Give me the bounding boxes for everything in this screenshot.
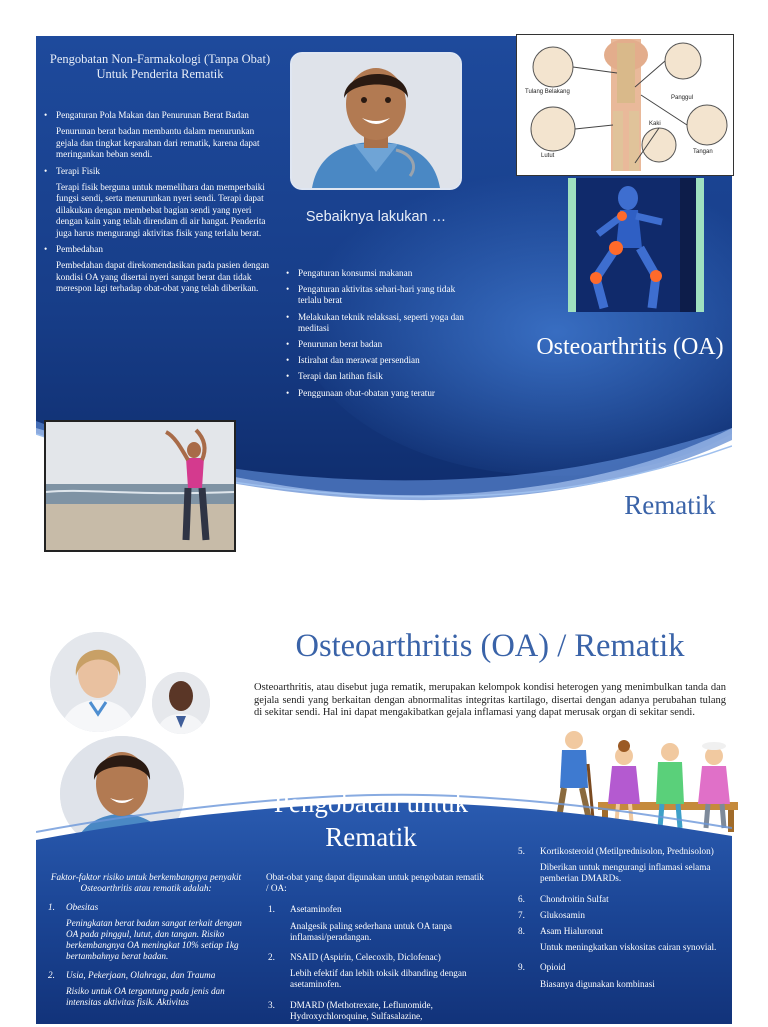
list-item: • Terapi dan latihan fisik <box>284 371 474 382</box>
list-item: • Pengaturan aktivitas sehari-hari yang tidak terlalu berat <box>284 284 474 306</box>
list-item: 8. Asam Hialuronat <box>518 926 604 937</box>
list-item: • Terapi Fisik Terapi fisik berguna untuk memelihara dan memperbaiki fungsi sendi, serta menurunkan nyeri sendi. Terapi dapat dilakukan dengan membebat bagian sendi yang nyeri dengan kain yang telah direndam di air hangat. Penderita juga harus mengurangi aktivitas fisik yang terlalu berat. <box>42 166 274 239</box>
oa-cover-title: Osteoarthritis (OA) <box>536 334 724 360</box>
list-item-desc: Diberikan untuk mengurangi inflamasi selama pemberian DMARDs. <box>540 862 711 884</box>
list-item: 2. NSAID (Aspirin, Celecoxib, Diclofenac) <box>268 952 441 963</box>
label-hand: Tangan <box>693 149 713 155</box>
list-item-desc: Peningkatan berat badan sangat terkait dengan OA pada pinggul, lutut, dan tangan. Risiko berkembangnya OA meningkat 10% setiap 1kg bertambahnya berat badan. <box>66 917 242 962</box>
list-item: • Penggunaan obat-obatan yang teratur <box>284 388 474 399</box>
list-item-desc: Lebih efektif dan lebih toksik dibanding dengan asetaminofen. <box>290 968 467 990</box>
list-item-desc: Analgesik paling sederhana untuk OA tanpa inflamasi/peradangan. <box>290 920 453 942</box>
risk-lead: Faktor-faktor risiko untuk berkembangnya penyakit Osteoarthritis atau rematik adalah: <box>50 872 242 894</box>
list-item: • Pengaturan konsumsi makanan <box>284 268 474 279</box>
inside-title: Osteoarthritis (OA) / Rematik <box>295 628 685 664</box>
list-item: • Pembedahan Pembedahan dapat direkomendasikan pada pasien dengan kondisi OA yang disertai nyeri sangat berat dan tidak merespon lagi terhadap obat-obat yang telah diberikan. <box>42 244 274 295</box>
doctor-photo <box>290 52 462 190</box>
recommend-heading: Sebaiknya lakukan … <box>305 209 447 225</box>
xray-figure-image <box>568 178 704 312</box>
list-item: 2. Usia, Pekerjaan, Olahraga, dan Trauma <box>48 970 216 981</box>
nonpharma-title: Pengobatan Non-Farmakologi (Tanpa Obat) Untuk Penderita Rematik <box>49 52 271 81</box>
risk-factors-column <box>46 872 246 1016</box>
nonpharma-list <box>42 110 274 300</box>
male-doctor-portrait <box>152 672 210 734</box>
label-foot: Kaki <box>649 121 661 127</box>
label-spine: Tulang Belakang <box>525 89 570 95</box>
list-item: • Istirahat dan merawat persendian <box>284 355 474 366</box>
recommend-list <box>284 268 474 404</box>
label-hip: Panggul <box>671 95 694 101</box>
list-item-desc: Biasanya digunakan kombinasi <box>540 978 655 989</box>
drug-list-column-2 <box>516 846 728 999</box>
list-item: • Melakukan teknik relaksasi, seperti yoga dan meditasi <box>284 312 474 334</box>
list-item: • Pengaturan Pola Makan dan Penurunan Berat Badan Penurunan berat badan membantu dalam menurunkan gejala dan tingkat keparahan dari rematik, karena dapat meringankan beban sendi. <box>42 110 274 161</box>
list-item: 9. Opioid <box>518 962 566 973</box>
treatment-heading: Pengobatan untuk Rematik <box>273 788 469 852</box>
list-item: 6. Chondroitin Sulfat <box>518 893 609 904</box>
list-item: 7. Glukosamin <box>518 909 585 920</box>
drug-list-column <box>266 872 486 1027</box>
intro-paragraph: Osteoarthritis, atau disebut juga rematik, merupakan kelompok kondisi heterogen yang menimbulkan tanda dan gejala sendi yang berkaitan dengan abnormalitas integritas kartilago, disertai dengan adanya perubahan tulang di sekitar sendi. Hal ini dapat mengakibatkan gejala inflamasi yang dapat merusak organ di sekitar sendi. <box>254 682 726 719</box>
female-doctor-portrait <box>50 632 146 732</box>
stretching-woman-photo <box>44 420 236 552</box>
list-item: • Penurunan berat badan <box>284 339 474 350</box>
list-item-desc: Untuk meningkatkan viskositas cairan synovial. <box>540 942 717 953</box>
joint-anatomy-diagram <box>516 34 734 176</box>
list-item: 5. Kortikosteroid (Metilprednisolon, Prednisolon) <box>518 846 714 856</box>
drug-lead: Obat-obat yang dapat digunakan untuk pengobatan rematik / OA: <box>266 872 484 894</box>
list-item: 1. Asetaminofen <box>268 904 342 915</box>
list-item: 3. DMARD (Methotrexate, Leflunomide, Hydroxychloroquine, Sulfasalazine, <box>268 999 433 1021</box>
list-item: 1. Obesitas <box>48 902 99 913</box>
back-title: Rematik <box>624 490 716 520</box>
label-knee: Lutut <box>541 153 555 159</box>
list-item-desc: Risiko untuk OA tergantung pada jenis dan intensitas aktivitas fisik. Aktivitas <box>66 985 225 1007</box>
